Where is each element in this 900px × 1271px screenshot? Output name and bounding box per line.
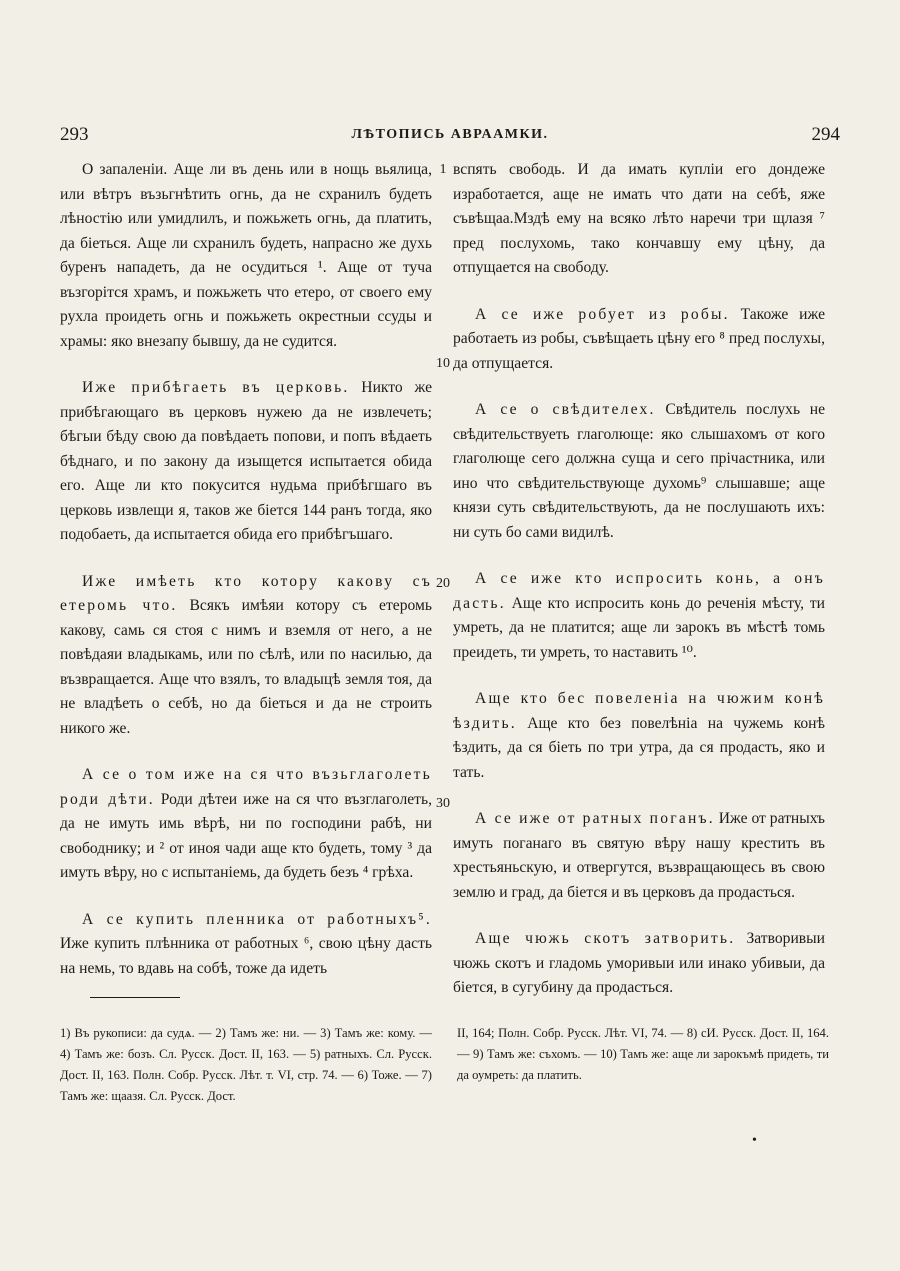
section-heading: Иже прибѣгаеть въ церковь. xyxy=(82,379,350,396)
line-number: 10 xyxy=(436,356,450,371)
section-heading: Аще чюжь скотъ затворить. xyxy=(475,930,736,947)
section-heading: А се о свѣдителех. xyxy=(475,401,656,418)
page-number-left: 293 xyxy=(60,124,89,145)
left-column xyxy=(60,158,432,1003)
line-number: 1 xyxy=(439,162,447,177)
paragraph: Иже прибѣгаеть въ церковь. Никто же прибѣгающаго въ церковъ нужею да не извлечеть; бѣгыи бѣду свою да повѣдаеть попови, и попъ вѣдаеть бѣднаго, и по закону да изыщется испытается обида его. Аще ли кто покусится нудьма прибѣгшаго въ церковь извлещи я, таков же бiется 144 ранъ тогда, яко подобаеть, да испытается обида его прибѣгъшаго. xyxy=(60,379,432,543)
paragraph: О запаленiи. Аще ли въ день или в нощь вьялица, или вѣтръ възьгнѣтить огнь, да не схранилъ будеть лѣностiю или умидлилъ, и пожьжеть огнь, да платить, да бiеться. Аще ли схранилъ будеть, напрасно же духь буренъ нападеть, да не осудиться ¹. Аще от туча възгорiтся храмъ, и пожьжеть что етеро, от своего ему рухла проидеть огнь и пожьжеть окрестныи ссуды и храмы: яко внезапу бывшу, да не судится. xyxy=(60,161,432,350)
line-number: 20 xyxy=(436,576,450,591)
section-heading: А се купить пленника от работныхъ⁵. xyxy=(82,910,432,928)
section-heading: А се иже от ратных поганъ. xyxy=(475,810,715,827)
line-number: 30 xyxy=(436,796,450,811)
running-header xyxy=(60,124,840,148)
paragraph: А се о свѣдителех. Свѣдитель послухь не свѣдительствуеть глаголюще: яко слышахомъ от кого глаголюще сего должна суща и сего прiчастника, или ино что свѣдительствующе духомь⁹ слышавше; аще князи суть свѣдительствують, да не послушають ихъ: ни суть бо сами видилѣ. xyxy=(453,401,825,541)
paragraph: А се о том иже на ся что възьглаголеть роди дѣти. Роди дѣтеи иже на ся что възглаголеть, да не имуть имь вѣрѣ, ни по господини рабѣ, ни свободнику; и ² от иноя чади аще кто будеть, тому ³ да имуть вѣру, но с испытанiемь, да будеть безъ ⁴ грѣха. xyxy=(60,766,432,881)
paragraph: А се иже кто испросить конь, а онъ дасть. Аще кто испросить конь до реченiя мѣсту, ти умреть, да не платится; аще ли зарокъ въ мѣстѣ томь преидеть, ти умреть, то наставить ¹⁰. xyxy=(453,570,825,661)
paragraph: А се иже робует из робы. Такоже иже работаеть из робы, съвѣщаеть цѣну его ⁸ пред послухы, да отпущается. xyxy=(453,305,826,372)
print-dot: • xyxy=(752,1133,757,1148)
page-number-right: 294 xyxy=(811,124,840,145)
paragraph: А се иже от ратных поганъ. Иже от ратныхъ имуть поганаго въ святую вѣру нашу крестить въ хрестьяньскую, и отвергутся, възвращающесь въ свою землю и град, да бiется и въ церковъ да продасться. xyxy=(453,810,825,901)
footnote-rule xyxy=(90,997,180,998)
footnotes-left: 1) Въ рукописи: да судѧ. — 2) Тамъ же: ни. — 3) Тамъ же: кому. — 4) Тамъ же: бозъ. Сл. Русск. Дост. II, 163. — 5) ратныхъ. Сл. Русск. Дост. II, 163. Полн. Собр. Русск. Лѣт. т. VI, стр. 74. — 6) Тоже. — 7) Тамъ же: щаазя. Сл. Русск. Дост. xyxy=(60,1026,432,1103)
section-heading: А се иже кто испросить конь, а онъ дасть. xyxy=(453,570,825,612)
section-heading: А се о том иже на ся что възьглаголеть роди дѣти. xyxy=(60,766,432,808)
paragraph: Аще кто бес повеленiа на чюжим конѣ ѣздить. Аще кто без повелѣнiа на чужемь конѣ ѣздить, да ся бiеть по три утра, да ся продасть, яко и тать. xyxy=(453,690,825,781)
running-title: ЛѢТОПИСЬ АВРААМКИ. xyxy=(351,127,549,142)
footnotes-right: II, 164; Полн. Собр. Русск. Лѣт. VI, 74. — 8) сИ. Русск. Дост. II, 164. — 9) Тамъ же: съхомъ. — 10) Тамъ же: аще ли зарокъмѣ придеть, ти да оумреть: да платить. xyxy=(457,1026,829,1082)
paragraph: вспять свободь. И да имать купліи его дондеже изработается, аще не имать что дати на себѣ, яже съвѣщаа.Мздѣ ему на всяко лѣто наречи три щлазя ⁷ пред послухомь, тако кончавшу ему цѣну, да отпущается на свободу. xyxy=(453,161,825,276)
paragraph: Аще чюжь скотъ затворить. Затворивыи чюжь скотъ и гладомь уморивыи или инако убивыи, да бiется, в сугубину да продасться. xyxy=(453,930,825,996)
right-column xyxy=(453,158,825,1023)
section-heading: А се иже робует из робы. xyxy=(475,305,730,323)
section-heading: Аще кто бес повеленiа на чюжим конѣ ѣздить. xyxy=(453,690,825,732)
paragraph: Иже имѣеть кто котору какову съ етеромь что. Всякъ имѣяи котору съ етеромь какову, самь ся стоя с нимъ и вземля от него, а не повѣдаяи владыкамь, или по сѣлѣ, или по насилью, да възвращается. Аще что взялъ, то владыцѣ земля тоя, да не владѣеть о себѣ, но да бiеться и да не строить никого же. xyxy=(60,572,432,737)
section-heading: Иже имѣеть кто котору какову съ етеромь что. xyxy=(60,572,432,614)
paragraph: А се купить пленника от работныхъ⁵. Иже купить плѣнника от работных ⁶, свою цѣну дасть на немь, то вдавь на собѣ, тоже да идеть xyxy=(60,910,432,977)
